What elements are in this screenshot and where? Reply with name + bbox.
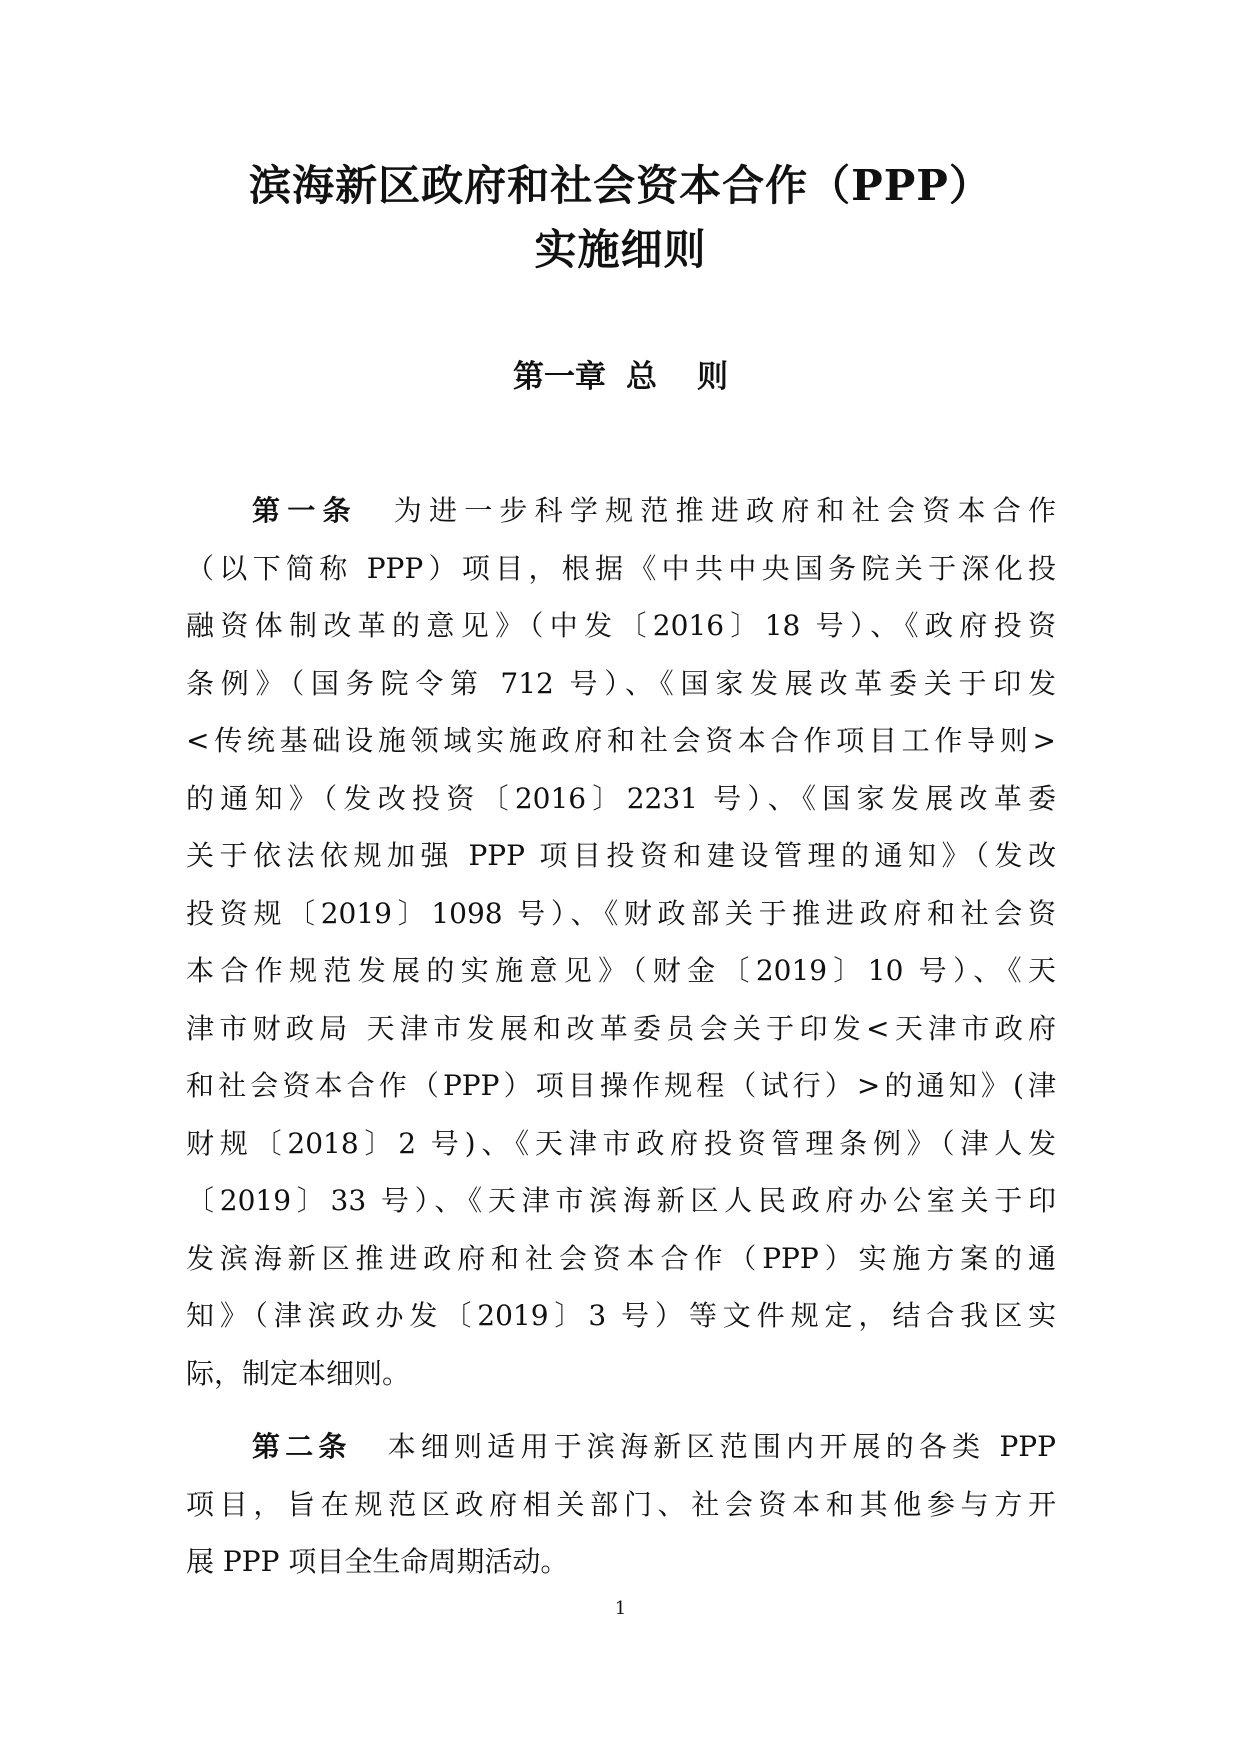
chapter-number: 第一章	[513, 359, 606, 395]
article-1-text-line: 投资规〔2019〕1098 号）、《财政部关于推进政府和社会资	[186, 896, 1056, 930]
article-1-text-line: 〔2019〕33 号）、《天津市滨海新区人民政府办公室关于印	[186, 1184, 1056, 1217]
chapter-title-char-1: 总	[626, 359, 657, 395]
article-1-text-line: 的通知》（发改投资〔2016〕2231 号）、《国家发展改革委	[186, 781, 1056, 815]
article-1-text-line: 和社会资本合作（PPP）项目操作规程（试行）>的通知》(津	[186, 1069, 1056, 1102]
article-1-text-line: 关于依法依规加强 PPP 项目投资和建设管理的通知》（发改	[186, 839, 1056, 872]
chapter-title-char-2: 则	[697, 359, 728, 395]
article-1-text-line: 津市财政局 天津市发展和改革委员会关于印发<天津市政府	[186, 1011, 1056, 1045]
article-1-text-line: 际，制定本细则。	[186, 1356, 411, 1390]
article-2-text-line: 本细则适用于滨海新区范围内开展的各类 PPP	[387, 1430, 1056, 1463]
article-1-text-line: 知》（津滨政办发〔2019〕3 号）等文件规定，结合我区实	[186, 1299, 1056, 1332]
article-1-label: 第一条	[252, 494, 358, 527]
chapter-heading	[0, 355, 1241, 399]
article-1-text-line: （以下简称 PPP）项目，根据《中共中央国务院关于深化投	[186, 551, 1056, 585]
article-1-text-line: <传统基础设施领域实施政府和社会资本合作项目工作导则>	[186, 724, 1056, 757]
document-title-line-2: 实施细则	[534, 225, 707, 274]
article-2	[186, 1418, 1056, 1591]
article-2-text-line: 展 PPP 项目全生命周期活动。	[186, 1545, 569, 1578]
article-1-text-line: 财规〔2018〕2 号)、《天津市政府投资管理条例》（津人发	[186, 1126, 1056, 1160]
page-number: 1	[614, 1598, 627, 1619]
article-1-text-line: 融资体制改革的意见》（中发〔2016〕18 号）、《政府投资	[186, 609, 1056, 642]
article-1-text-line: 为进一步科学规范推进政府和社会资本合作	[393, 494, 1056, 527]
article-1	[186, 482, 1056, 1402]
document-title-line-1: 滨海新区政府和社会资本合作（PPP）	[249, 161, 992, 210]
article-1-text-line: 发滨海新区推进政府和社会资本合作（PPP）实施方案的通	[186, 1241, 1056, 1275]
article-2-label: 第二条	[252, 1430, 352, 1463]
article-1-line-1	[186, 482, 1056, 540]
article-1-text-line: 本合作规范发展的实施意见》（财金〔2019〕10 号）、《天	[186, 954, 1056, 987]
article-2-text-line: 项目，旨在规范区政府相关部门、社会资本和其他参与方开	[186, 1487, 1056, 1521]
article-1-text-line: 条例》（国务院令第 712 号）、《国家发展改革委关于印发	[186, 666, 1056, 700]
article-2-line-1	[186, 1418, 1056, 1476]
